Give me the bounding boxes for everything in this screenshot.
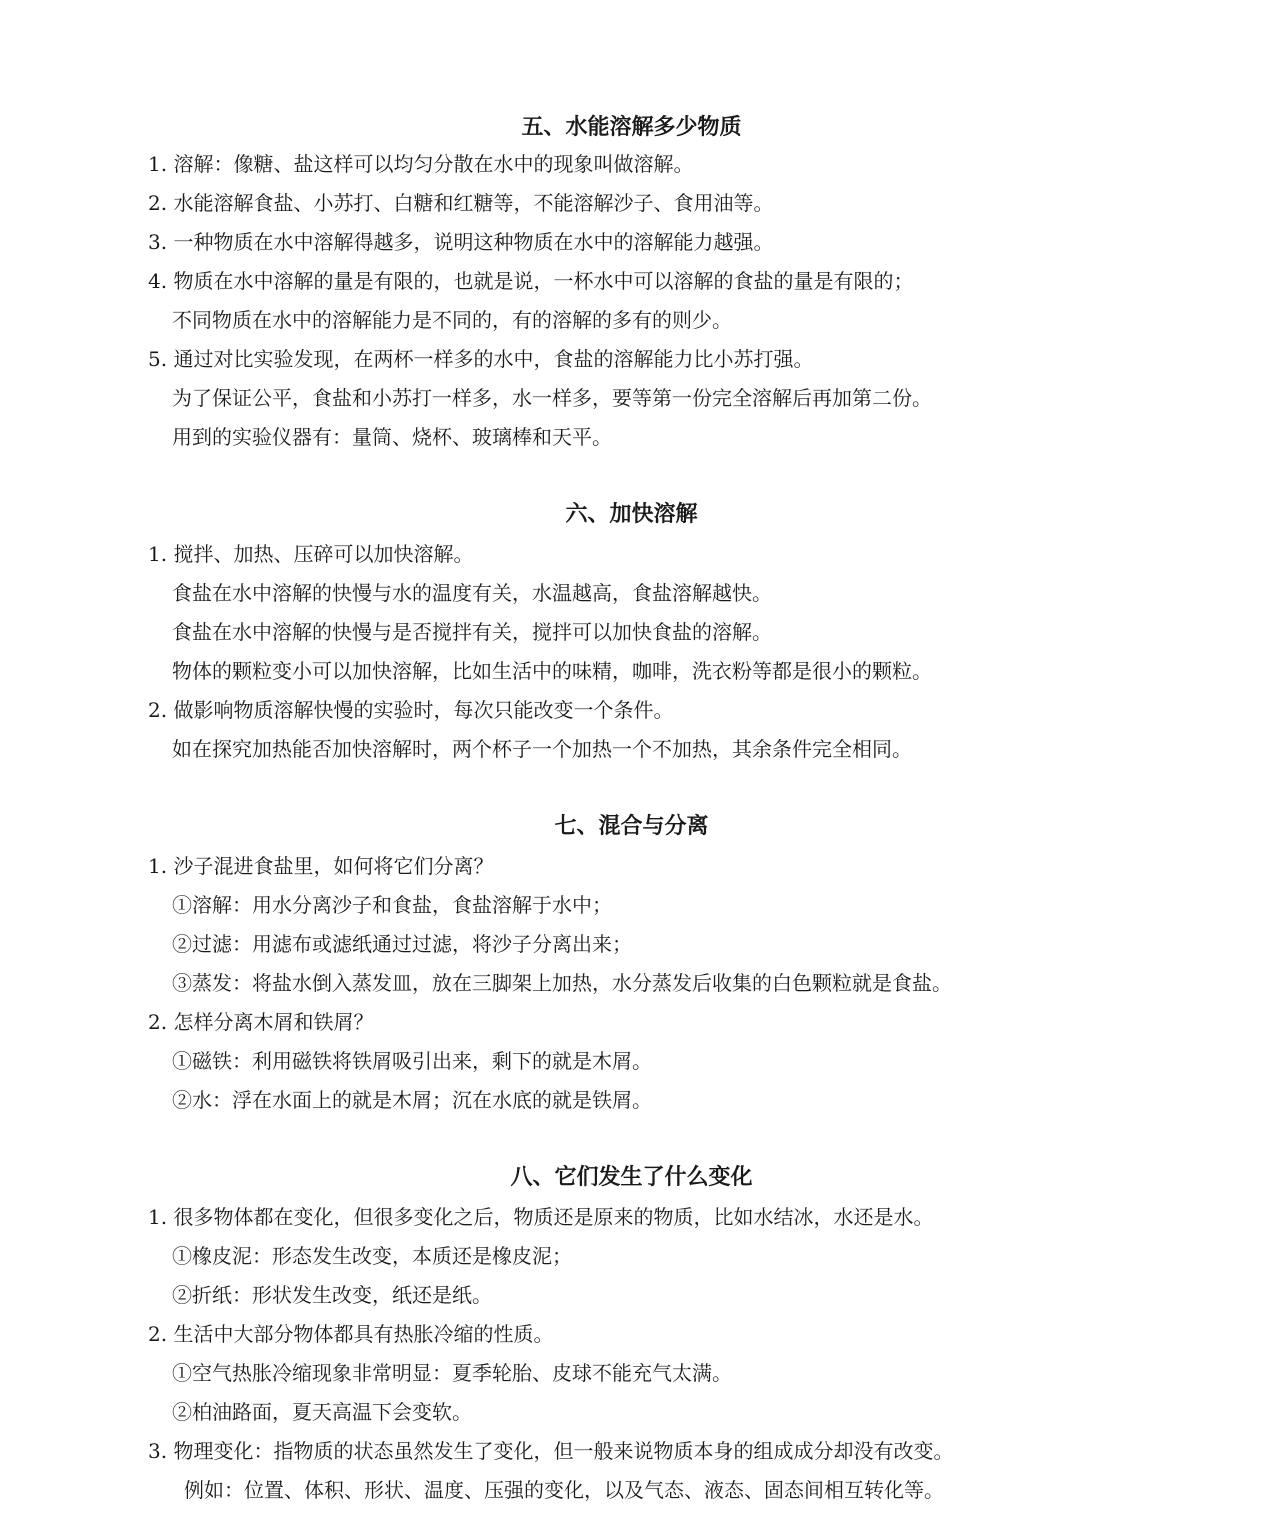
section-8-line-6: ②柏油路面，夏天高温下会变软。	[172, 1400, 472, 1424]
section-5-line-4: 4. 物质在水中溶解的量是有限的，也就是说，一杯水中可以溶解的食盐的量是有限的；	[148, 269, 914, 293]
section-5-line-2: 2. 水能溶解食盐、小苏打、白糖和红糖等，不能溶解沙子、食用油等。	[148, 191, 774, 215]
section-8-line-3: ②折纸：形状发生改变，纸还是纸。	[172, 1283, 492, 1307]
section-8-line-8: 例如：位置、体积、形状、温度、压强的变化，以及气态、液态、固态间相互转化等。	[184, 1478, 944, 1502]
section-8-line-2: ①橡皮泥：形态发生改变，本质还是橡皮泥；	[172, 1244, 572, 1268]
section-8-line-7: 3. 物理变化：指物质的状态虽然发生了变化，但一般来说物质本身的组成成分却没有改变。	[148, 1439, 954, 1463]
section-5-line-1: 1. 溶解：像糖、盐这样可以均匀分散在水中的现象叫做溶解。	[148, 152, 694, 176]
section-6-line-2: 食盐在水中溶解的快慢与水的温度有关，水温越高，食盐溶解越快。	[172, 581, 772, 605]
section-8-line-5: ①空气热胀冷缩现象非常明显：夏季轮胎、皮球不能充气太满。	[172, 1361, 732, 1385]
section-title-8: 八、它们发生了什么变化	[510, 1165, 753, 1190]
section-5-line-6: 5. 通过对比实验发现，在两杯一样多的水中，食盐的溶解能力比小苏打强。	[148, 347, 814, 371]
section-5-line-7: 为了保证公平，食盐和小苏打一样多，水一样多，要等第一份完全溶解后再加第二份。	[172, 386, 932, 410]
section-6-line-3: 食盐在水中溶解的快慢与是否搅拌有关，搅拌可以加快食盐的溶解。	[172, 620, 772, 644]
section-8-line-4: 2. 生活中大部分物体都具有热胀冷缩的性质。	[148, 1322, 554, 1346]
section-6-line-1: 1. 搅拌、加热、压碎可以加快溶解。	[148, 542, 474, 566]
section-7-line-1: 1. 沙子混进食盐里，如何将它们分离？	[148, 854, 494, 878]
section-5-line-3: 3. 一种物质在水中溶解得越多，说明这种物质在水中的溶解能力越强。	[148, 230, 774, 254]
section-title-6: 六、加快溶解	[565, 502, 698, 527]
section-6-line-6: 如在探究加热能否加快溶解时，两个杯子一个加热一个不加热，其余条件完全相同。	[172, 737, 912, 761]
section-7-line-3: ②过滤：用滤布或滤纸通过过滤，将沙子分离出来；	[172, 932, 632, 956]
section-5-line-8: 用到的实验仪器有：量筒、烧杯、玻璃棒和天平。	[172, 425, 612, 449]
section-title-7: 七、混合与分离	[554, 814, 709, 839]
section-8-line-1: 1. 很多物体都在变化，但很多变化之后，物质还是原来的物质，比如水结冰，水还是水。	[148, 1205, 934, 1229]
section-6-line-4: 物体的颗粒变小可以加快溶解，比如生活中的味精，咖啡，洗衣粉等都是很小的颗粒。	[172, 659, 932, 683]
section-7-line-6: ①磁铁：利用磁铁将铁屑吸引出来，剩下的就是木屑。	[172, 1049, 652, 1073]
section-7-line-2: ①溶解：用水分离沙子和食盐，食盐溶解于水中；	[172, 893, 612, 917]
section-6-line-5: 2. 做影响物质溶解快慢的实验时，每次只能改变一个条件。	[148, 698, 674, 722]
section-title-5: 五、水能溶解多少物质	[521, 115, 742, 140]
section-5-line-5: 不同物质在水中的溶解能力是不同的，有的溶解的多有的则少。	[172, 308, 732, 332]
section-7-line-7: ②水：浮在水面上的就是木屑；沉在水底的就是铁屑。	[172, 1088, 652, 1112]
section-7-line-4: ③蒸发：将盐水倒入蒸发皿，放在三脚架上加热，水分蒸发后收集的白色颗粒就是食盐。	[172, 971, 952, 995]
section-7-line-5: 2. 怎样分离木屑和铁屑？	[148, 1010, 374, 1034]
